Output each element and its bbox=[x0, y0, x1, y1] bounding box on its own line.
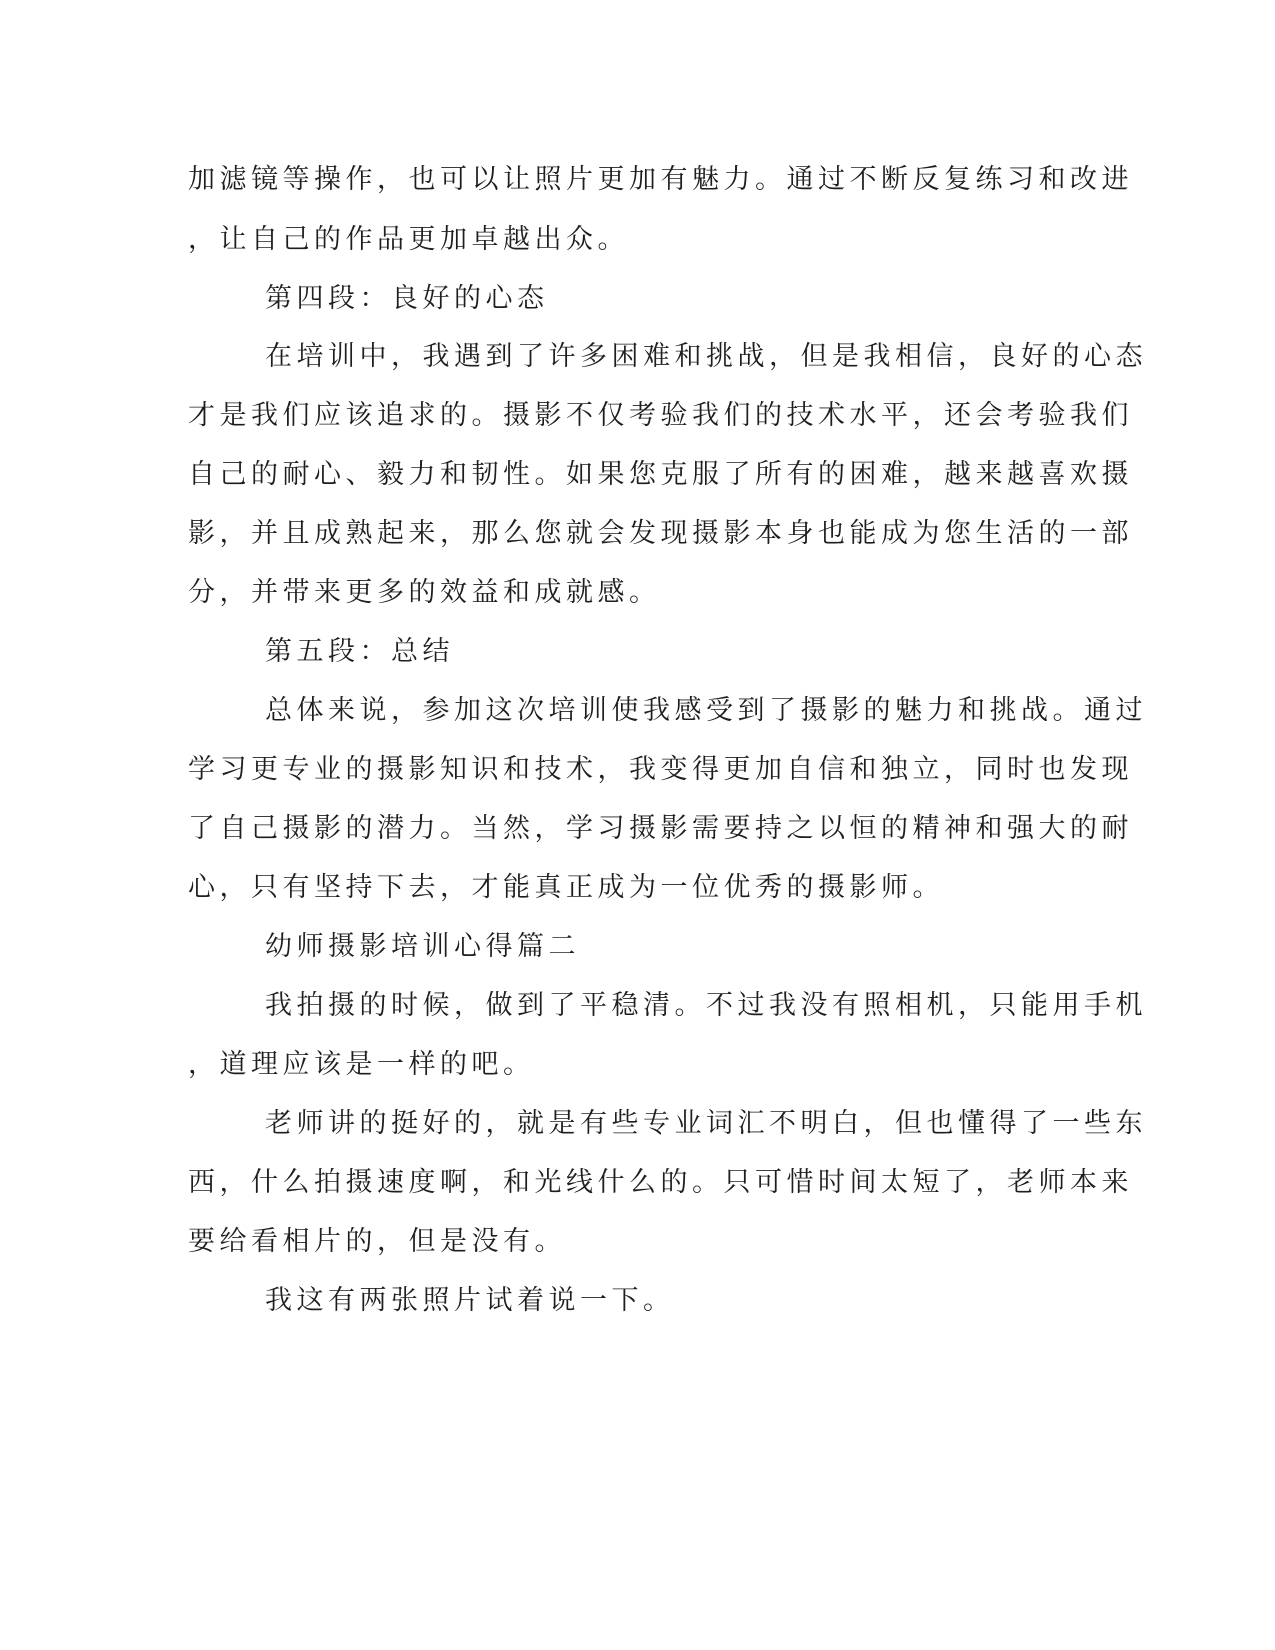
text-line: 总体来说，参加这次培训使我感受到了摄影的魅力和挑战。通过 bbox=[265, 695, 1147, 726]
text-line: 西，什么拍摄速度啊，和光线什么的。只可惜时间太短了，老师本来 bbox=[188, 1167, 1133, 1198]
text-line: 了自己摄影的潜力。当然，学习摄影需要持之以恒的精神和强大的耐 bbox=[188, 813, 1133, 844]
section-heading: 第五段：总结 bbox=[265, 636, 454, 667]
text-line: 老师讲的挺好的，就是有些专业词汇不明白，但也懂得了一些东 bbox=[265, 1108, 1147, 1139]
text-line: 在培训中，我遇到了许多困难和挑战，但是我相信，良好的心态 bbox=[265, 341, 1147, 372]
text-line: 我这有两张照片试着说一下。 bbox=[265, 1285, 675, 1316]
text-line: 才是我们应该追求的。摄影不仅考验我们的技术水平，还会考验我们 bbox=[188, 400, 1133, 431]
text-line: 自己的耐心、毅力和韧性。如果您克服了所有的困难，越来越喜欢摄 bbox=[188, 459, 1133, 490]
text-line: ，道理应该是一样的吧。 bbox=[188, 1049, 535, 1080]
text-line: 要给看相片的，但是没有。 bbox=[188, 1226, 566, 1257]
text-line: 学习更专业的摄影知识和技术，我变得更加自信和独立，同时也发现 bbox=[188, 754, 1133, 785]
text-line: 加滤镜等操作，也可以让照片更加有魅力。通过不断反复练习和改进 bbox=[188, 164, 1133, 195]
text-line: 心，只有坚持下去，才能真正成为一位优秀的摄影师。 bbox=[188, 872, 944, 903]
article-title: 幼师摄影培训心得篇二 bbox=[265, 931, 580, 962]
text-line: 分，并带来更多的效益和成就感。 bbox=[188, 577, 661, 608]
text-line: ，让自己的作品更加卓越出众。 bbox=[188, 224, 629, 255]
section-heading: 第四段：良好的心态 bbox=[265, 283, 549, 314]
text-line: 影，并且成熟起来，那么您就会发现摄影本身也能成为您生活的一部 bbox=[188, 518, 1133, 549]
text-line: 我拍摄的时候，做到了平稳清。不过我没有照相机，只能用手机 bbox=[265, 990, 1147, 1021]
